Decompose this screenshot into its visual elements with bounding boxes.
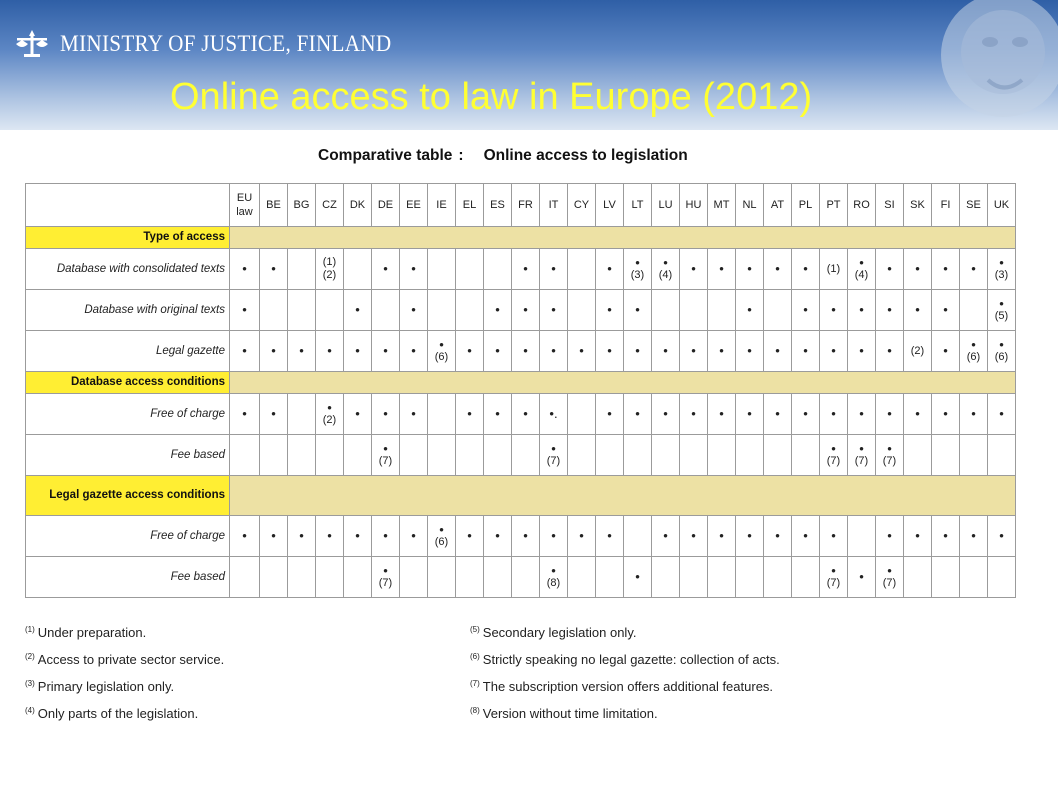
table-cell: • [652, 331, 680, 372]
table-cell [624, 435, 652, 476]
table-cell: • [932, 516, 960, 557]
table-cell: • [456, 331, 484, 372]
column-header-de: DE [372, 184, 400, 227]
table-cell: • [624, 394, 652, 435]
table-cell [260, 557, 288, 598]
table-cell: • [540, 516, 568, 557]
row-label: Fee based [26, 435, 230, 476]
table-cell: • [876, 290, 904, 331]
column-header-mt: MT [708, 184, 736, 227]
table-cell: • (8) [540, 557, 568, 598]
table-cell: • [316, 331, 344, 372]
table-row [26, 394, 1016, 435]
table-cell: • [568, 516, 596, 557]
table-cell: • [904, 394, 932, 435]
table-cell: • [736, 290, 764, 331]
table-cell: • [484, 331, 512, 372]
table-cell [372, 290, 400, 331]
row-label: Free of charge [26, 394, 230, 435]
table-cell [484, 435, 512, 476]
table-cell [260, 290, 288, 331]
table-cell: • (7) [372, 557, 400, 598]
table-cell: • [680, 249, 708, 290]
table-cell [736, 435, 764, 476]
table-cell: • [568, 331, 596, 372]
table-cell [596, 435, 624, 476]
table-cell: • [456, 394, 484, 435]
row-label: Free of charge [26, 516, 230, 557]
table-cell: • [876, 331, 904, 372]
table-cell: • (6) [960, 331, 988, 372]
footnote-3: $^{(3)}$ Primary legislation only. [25, 679, 175, 694]
table-cell: • [932, 290, 960, 331]
section-row [26, 476, 1016, 516]
table-cell: • [624, 331, 652, 372]
table-cell [764, 290, 792, 331]
column-header-be: BE [260, 184, 288, 227]
table-cell [764, 557, 792, 598]
table-cell [428, 435, 456, 476]
table-cell: • [820, 290, 848, 331]
column-header-se: SE [960, 184, 988, 227]
column-header-si: SI [876, 184, 904, 227]
table-cell: • [624, 557, 652, 598]
table-cell [568, 435, 596, 476]
table-cell [568, 557, 596, 598]
table-cell [960, 290, 988, 331]
header-banner [0, 0, 1058, 130]
table-cell: • [932, 331, 960, 372]
table-cell [484, 557, 512, 598]
table-cell: • (7) [848, 435, 876, 476]
table-row [26, 331, 1016, 372]
page-title: Online access to law in Europe (2012) [170, 76, 813, 118]
table-cell [680, 290, 708, 331]
table-cell: • [792, 516, 820, 557]
column-header-ie: IE [428, 184, 456, 227]
footnote-1: $^{(1)}$ Under preparation. [25, 625, 147, 640]
subtitle-right: Online access to legislation [483, 147, 688, 164]
table-cell [456, 557, 484, 598]
table-row [26, 249, 1016, 290]
table-cell: • [708, 394, 736, 435]
table-cell: • [904, 249, 932, 290]
table-cell: • [596, 249, 624, 290]
table-cell: • [372, 394, 400, 435]
table-cell: • [932, 394, 960, 435]
table-cell: • [230, 249, 260, 290]
table-cell: • [708, 331, 736, 372]
table-cell: • [400, 394, 428, 435]
footnote-2: $^{(2)}$ Access to private sector service. [25, 652, 225, 667]
footnote-5: $^{(5)}$ Secondary legislation only. [470, 625, 637, 640]
column-header-bg: BG [288, 184, 316, 227]
table-cell: • [932, 249, 960, 290]
table-cell: • [484, 516, 512, 557]
table-cell [764, 435, 792, 476]
table-cell: • [680, 516, 708, 557]
column-header-lv: LV [596, 184, 624, 227]
section-fill [230, 372, 1016, 394]
table-cell: • [736, 394, 764, 435]
table-row [26, 435, 1016, 476]
table-cell: • (7) [876, 557, 904, 598]
table-cell: • [596, 516, 624, 557]
table-cell: • [512, 394, 540, 435]
table-cell [230, 435, 260, 476]
table-cell [904, 435, 932, 476]
table-cell: • [512, 516, 540, 557]
column-header-hu: HU [680, 184, 708, 227]
table-cell: • [708, 516, 736, 557]
row-label: Database with original texts [26, 290, 230, 331]
table-cell: • [260, 394, 288, 435]
table-row [26, 516, 1016, 557]
table-cell [568, 394, 596, 435]
section-label: Type of access [26, 227, 230, 249]
table-cell: • [736, 331, 764, 372]
table-cell [288, 290, 316, 331]
table-cell: • [372, 249, 400, 290]
table-cell [792, 435, 820, 476]
table-cell: • [512, 331, 540, 372]
table-cell: • [344, 394, 372, 435]
table-cell [932, 557, 960, 598]
table-cell [624, 516, 652, 557]
table-cell [988, 557, 1016, 598]
column-header-ee: EE [400, 184, 428, 227]
table-cell: • [960, 516, 988, 557]
table-cell: • [708, 249, 736, 290]
table-cell [260, 435, 288, 476]
column-header-at: AT [764, 184, 792, 227]
row-label: Legal gazette [26, 331, 230, 372]
table-cell: • [960, 249, 988, 290]
table-cell [848, 516, 876, 557]
table-cell [512, 557, 540, 598]
table-cell [960, 557, 988, 598]
column-header-eu-law: EU law [230, 184, 260, 227]
table-cell [904, 557, 932, 598]
table-cell [680, 557, 708, 598]
table-cell: • [848, 331, 876, 372]
table-cell [344, 557, 372, 598]
table-cell [792, 557, 820, 598]
table-cell [288, 435, 316, 476]
table-subtitle [318, 147, 688, 165]
table-cell: • [988, 394, 1016, 435]
table-cell: • [736, 516, 764, 557]
table-cell: • [904, 516, 932, 557]
table-cell: • [400, 290, 428, 331]
subtitle-left: Comparative table [318, 147, 453, 164]
table-cell: • [820, 331, 848, 372]
footnote-6: $^{(6)}$ Strictly speaking no legal gazette: collection of acts. [470, 652, 780, 667]
table-cell [456, 249, 484, 290]
table-cell [456, 435, 484, 476]
table-cell: • (7) [876, 435, 904, 476]
row-label: Fee based [26, 557, 230, 598]
table-cell: • [792, 394, 820, 435]
table-cell: • [288, 331, 316, 372]
table-cell: • (3) [988, 249, 1016, 290]
table-cell: • [680, 331, 708, 372]
table-cell: • [344, 331, 372, 372]
table-cell: • [372, 516, 400, 557]
table-cell: • [512, 249, 540, 290]
table-cell: • [344, 516, 372, 557]
table-cell: • [988, 516, 1016, 557]
table-cell: • [400, 331, 428, 372]
table-cell: • [876, 394, 904, 435]
table-cell [288, 394, 316, 435]
table-cell: • [624, 290, 652, 331]
table-cell [652, 435, 680, 476]
table-cell: • [960, 394, 988, 435]
table-cell [568, 249, 596, 290]
table-cell [344, 435, 372, 476]
column-header-sk: SK [904, 184, 932, 227]
table-cell: • (2) [316, 394, 344, 435]
table-cell: (1) [820, 249, 848, 290]
footnote-7: $^{(7)}$ The subscription version offers additional features. [470, 679, 774, 694]
footnote-8: $^{(8)}$ Version without time limitation. [470, 706, 658, 721]
table-cell: • [540, 249, 568, 290]
table-cell: • (4) [848, 249, 876, 290]
column-header-cy: CY [568, 184, 596, 227]
row-label: Database with consolidated texts [26, 249, 230, 290]
table-cell: • [260, 516, 288, 557]
scales-of-justice-icon [15, 30, 49, 58]
table-cell [988, 435, 1016, 476]
table-cell: • [820, 516, 848, 557]
header-blank-cell [26, 184, 230, 227]
table-cell: • [596, 394, 624, 435]
table-cell: • [848, 290, 876, 331]
table-cell: • (6) [428, 331, 456, 372]
table-cell [316, 290, 344, 331]
table-cell: •. [540, 394, 568, 435]
table-cell [484, 249, 512, 290]
table-cell: • [792, 290, 820, 331]
column-header-cz: CZ [316, 184, 344, 227]
table-cell [400, 557, 428, 598]
table-cell: • [876, 516, 904, 557]
column-header-it: IT [540, 184, 568, 227]
column-header-el: EL [456, 184, 484, 227]
table-cell: • [596, 331, 624, 372]
table-cell: • [400, 249, 428, 290]
table-cell: • [288, 516, 316, 557]
column-header-nl: NL [736, 184, 764, 227]
table-cell [736, 557, 764, 598]
table-cell [680, 435, 708, 476]
table-header-row [26, 184, 1016, 227]
table-cell: • (5) [988, 290, 1016, 331]
table-cell [400, 435, 428, 476]
table-cell [230, 557, 260, 598]
table-cell: • [764, 394, 792, 435]
table-cell: • [876, 249, 904, 290]
table-cell: • [792, 331, 820, 372]
table-cell [652, 557, 680, 598]
table-cell: • (3) [624, 249, 652, 290]
table-cell: • [764, 516, 792, 557]
column-header-uk: UK [988, 184, 1016, 227]
table-cell [596, 557, 624, 598]
table-cell: • [764, 331, 792, 372]
table-cell [652, 290, 680, 331]
table-cell: • (7) [820, 557, 848, 598]
table-cell [512, 435, 540, 476]
table-cell: • [344, 290, 372, 331]
table-row [26, 290, 1016, 331]
table-cell [568, 290, 596, 331]
table-cell [428, 249, 456, 290]
table-cell [288, 249, 316, 290]
table-cell [316, 557, 344, 598]
table-cell: • [680, 394, 708, 435]
section-fill [230, 227, 1016, 249]
table-cell: • (7) [820, 435, 848, 476]
table-cell [428, 290, 456, 331]
table-cell: • [230, 290, 260, 331]
table-cell: • [316, 516, 344, 557]
table-cell: • [540, 331, 568, 372]
table-cell: • [652, 516, 680, 557]
table-cell [708, 290, 736, 331]
table-cell: • [820, 394, 848, 435]
column-header-lu: LU [652, 184, 680, 227]
table-cell: • [484, 290, 512, 331]
table-cell: • [764, 249, 792, 290]
table-cell: • [400, 516, 428, 557]
section-row [26, 372, 1016, 394]
table-cell: • [904, 290, 932, 331]
table-cell [288, 557, 316, 598]
table-cell [456, 290, 484, 331]
ministry-name: MINISTRY OF JUSTICE, FINLAND [60, 31, 392, 56]
table-cell: • [484, 394, 512, 435]
section-fill [230, 476, 1016, 516]
table-cell [708, 557, 736, 598]
table-cell: • (7) [540, 435, 568, 476]
table-cell: • [456, 516, 484, 557]
column-header-dk: DK [344, 184, 372, 227]
subtitle-separator: : [458, 147, 464, 164]
column-header-pl: PL [792, 184, 820, 227]
lion-emblem-icon [908, 0, 1058, 130]
table-cell [316, 435, 344, 476]
column-header-fi: FI [932, 184, 960, 227]
table-cell: • [792, 249, 820, 290]
table-cell: • [260, 331, 288, 372]
table-cell: • [652, 394, 680, 435]
comparative-table [25, 183, 1016, 598]
table-cell: • [848, 394, 876, 435]
table-cell: • [260, 249, 288, 290]
column-header-lt: LT [624, 184, 652, 227]
table-cell [708, 435, 736, 476]
table-cell: • [540, 290, 568, 331]
table-cell: • [372, 331, 400, 372]
table-cell: • (7) [372, 435, 400, 476]
table-cell [932, 435, 960, 476]
table-cell: • (6) [988, 331, 1016, 372]
table-cell: • [848, 557, 876, 598]
table-cell: • [596, 290, 624, 331]
table-cell: • [736, 249, 764, 290]
table-cell: • (4) [652, 249, 680, 290]
table-cell: • [230, 331, 260, 372]
column-header-es: ES [484, 184, 512, 227]
section-label: Database access conditions [26, 372, 230, 394]
section-label: Legal gazette access conditions [26, 476, 230, 516]
table-row [26, 557, 1016, 598]
table-cell [428, 557, 456, 598]
table-cell: • [230, 394, 260, 435]
table-cell: (1) (2) [316, 249, 344, 290]
table-cell [428, 394, 456, 435]
column-header-fr: FR [512, 184, 540, 227]
table-cell: • [512, 290, 540, 331]
table-cell: • [230, 516, 260, 557]
column-header-ro: RO [848, 184, 876, 227]
table-cell: • (6) [428, 516, 456, 557]
footnote-4: $^{(4)}$ Only parts of the legislation. [25, 706, 199, 721]
column-header-pt: PT [820, 184, 848, 227]
table-cell [344, 249, 372, 290]
table-cell [960, 435, 988, 476]
table-cell: (2) [904, 331, 932, 372]
section-row [26, 227, 1016, 249]
